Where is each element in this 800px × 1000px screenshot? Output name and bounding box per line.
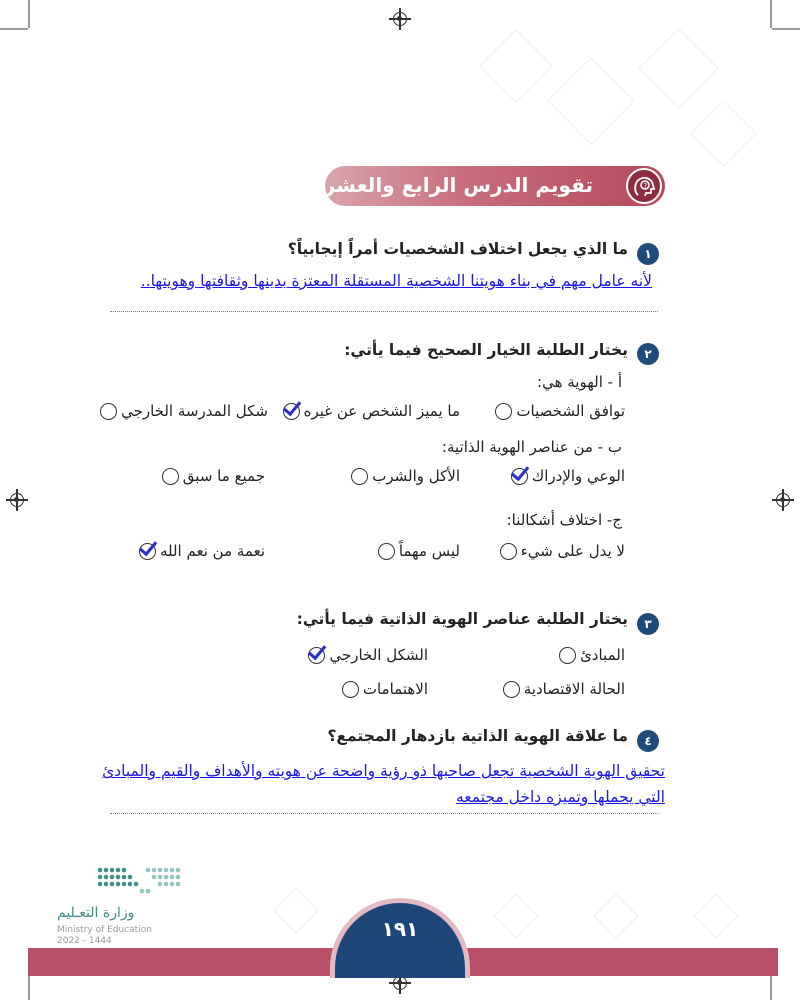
radio-circle-icon: [100, 403, 117, 420]
crop-mark: [28, 972, 30, 1000]
question-1-text: ما الذي يجعل اختلاف الشخصيات أمراً إيجابياً؟: [287, 240, 628, 258]
ministry-logo-icon: [96, 866, 186, 898]
registration-mark-icon: [393, 12, 407, 26]
radio-circle-icon: [500, 543, 517, 560]
decorative-square: [547, 57, 635, 145]
crop-mark: [770, 0, 772, 28]
crop-mark: [28, 0, 30, 28]
decorative-square: [479, 29, 553, 103]
registration-mark-icon: [393, 976, 407, 990]
option-3-2[interactable]: الشكل الخارجي: [308, 646, 428, 664]
answer-line: [110, 311, 658, 312]
question-number-badge: ١: [637, 243, 659, 265]
decorative-square: [493, 893, 538, 938]
ministry-year: 2022 - 1444: [57, 936, 112, 946]
page-number-badge: [330, 898, 470, 978]
lesson-title: تقويم الدرس الرابع والعشرين: [298, 173, 593, 197]
question-number-badge: ٤: [637, 730, 659, 752]
radio-circle-icon: [559, 647, 576, 664]
question-4-text: ما علاقة الهوية الذاتية بازدهار المجتمع؟: [327, 727, 628, 745]
radio-circle-icon: [342, 681, 359, 698]
option-3-4[interactable]: الاهتمامات: [342, 680, 428, 698]
ministry-name-english: Ministry of Education: [57, 925, 152, 935]
decorative-square: [273, 888, 318, 933]
svg-text:?: ?: [643, 182, 648, 190]
lesson-title-bar: [298, 166, 665, 206]
option-3-1[interactable]: المبادئ: [559, 646, 625, 664]
decorative-square: [593, 893, 638, 938]
option-3-3[interactable]: الحالة الاقتصادية: [503, 680, 625, 698]
registration-mark-icon: [10, 493, 24, 507]
answer-line: [110, 813, 658, 814]
radio-circle-icon: [162, 468, 179, 485]
check-mark-icon: [139, 543, 156, 560]
ministry-name-arabic: وزارة التعـليم: [57, 905, 135, 921]
option-2a-3[interactable]: شكل المدرسة الخارجي: [100, 402, 268, 420]
question-3-text: يختار الطلبة عناصر الهوية الذاتية فيما يأتي:: [296, 610, 628, 628]
option-2c-2[interactable]: ليس مهماً: [378, 542, 460, 560]
question-4-answer-line2: التي يحملها وتميزه داخل مجتمعه: [456, 788, 665, 806]
question-1-answer: لأنه عامل مهم في بناء هويتنا الشخصية المستقلة المعتزة بدينها وثقافتها وهويتها..: [140, 272, 652, 290]
radio-circle-icon: [503, 681, 520, 698]
decorative-square: [690, 100, 756, 166]
check-mark-icon: [308, 647, 325, 664]
radio-circle-icon: [495, 403, 512, 420]
page-number: ١٩١: [381, 917, 419, 941]
option-2b-3[interactable]: جميع ما سبق: [162, 467, 265, 485]
question-4-answer-line1: تحقيق الهوية الشخصية تجعل صاحبها ذو رؤية واضحة عن هويته والأهداف والقيم والمبادئ: [102, 762, 665, 780]
option-2c-3[interactable]: نعمة من نعم الله: [139, 542, 265, 560]
option-2b-2[interactable]: الأكل والشرب: [351, 467, 460, 485]
question-2b-label: ب - من عناصر الهوية الذاتية:: [441, 438, 622, 456]
option-2c-1[interactable]: لا يدل على شيء: [500, 542, 625, 560]
thinking-head-icon: [626, 168, 662, 204]
check-mark-icon: [283, 403, 300, 420]
option-2a-1[interactable]: توافق الشخصيات: [495, 402, 625, 420]
question-number-badge: ٢: [637, 343, 659, 365]
check-mark-icon: [511, 468, 528, 485]
question-number-badge: ٣: [637, 613, 659, 635]
option-2b-1[interactable]: الوعي والإدراك: [511, 467, 625, 485]
crop-mark: [0, 28, 28, 30]
question-2a-label: أ - الهوية هي:: [537, 373, 622, 391]
radio-circle-icon: [378, 543, 395, 560]
decorative-square: [693, 893, 738, 938]
decorative-square: [638, 28, 719, 109]
question-2c-label: ج- اختلاف أشكالنا:: [506, 511, 622, 529]
registration-mark-icon: [776, 493, 790, 507]
crop-mark: [772, 28, 800, 30]
crop-mark: [770, 972, 772, 1000]
option-2a-2[interactable]: ما يميز الشخص عن غيره: [283, 402, 460, 420]
radio-circle-icon: [351, 468, 368, 485]
question-2-text: يختار الطلبة الخيار الصحيح فيما يأتي:: [344, 341, 628, 359]
